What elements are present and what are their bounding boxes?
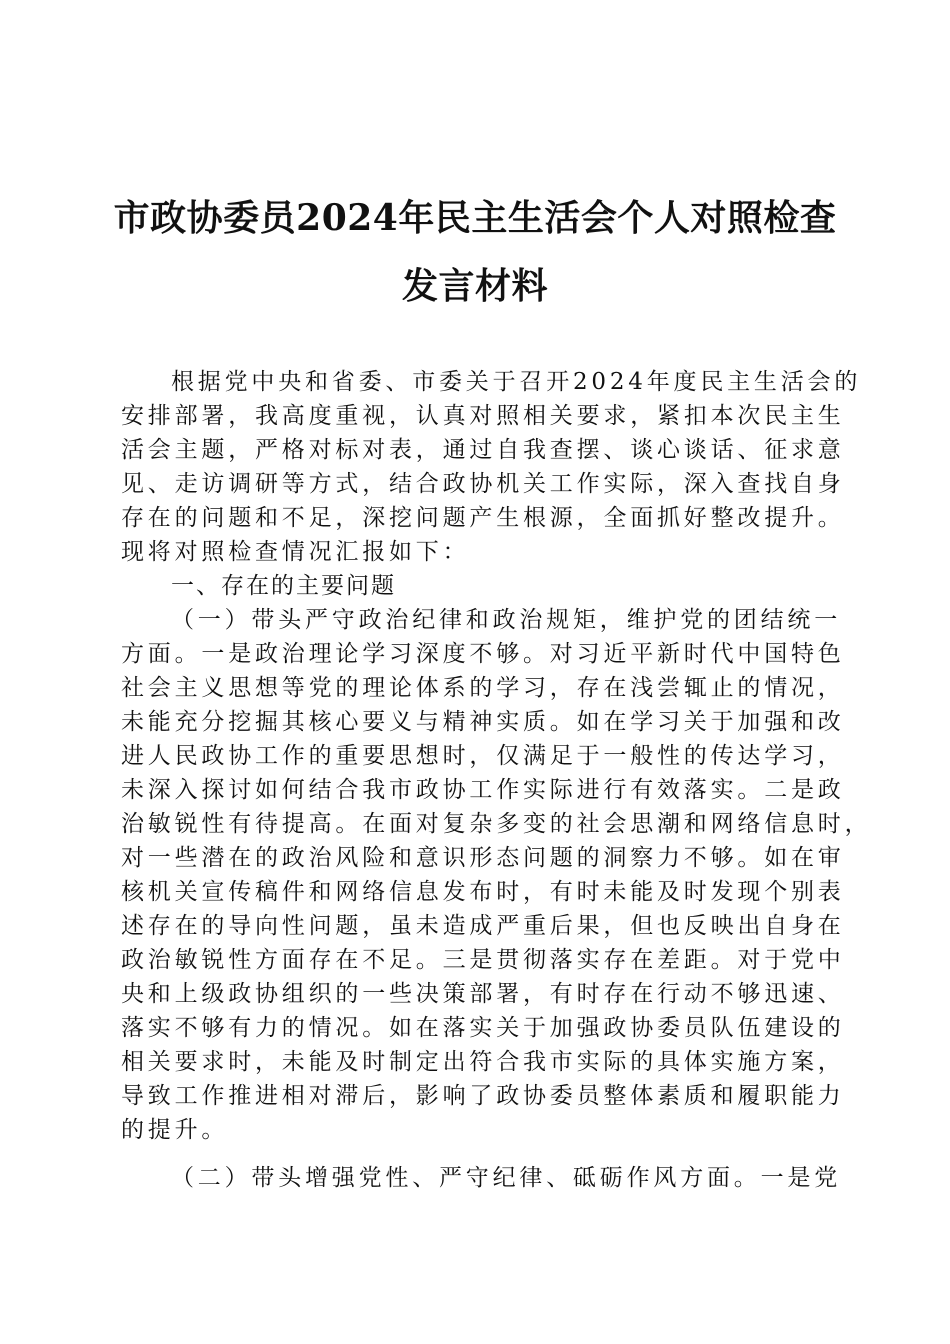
text-line: 社会主义思想等党的理论体系的学习，存在浅尝辄止的情况， xyxy=(121,675,845,701)
text-line: 核机关宣传稿件和网络信息发布时，有时未能及时发现个别表 xyxy=(121,879,845,905)
intro-paragraph xyxy=(121,365,862,569)
text-line: 述存在的导向性问题，虽未造成严重后果，但也反映出自身在 xyxy=(121,913,845,939)
text-line: 存在的问题和不足，深挖问题产生根源，全面抓好整改提升。 xyxy=(121,505,845,531)
problem-paragraph-1 xyxy=(121,603,872,1147)
text-line: 现将对照检查情况汇报如下： xyxy=(121,539,470,565)
text-line: 相关要求时，未能及时制定出符合我市实际的具体实施方案， xyxy=(121,1049,845,1075)
text-line: 对一些潜在的政治风险和意识形态问题的洞察力不够。如在审 xyxy=(121,845,845,871)
text-line: 见、走访调研等方式，结合政协机关工作实际，深入查找自身 xyxy=(121,471,845,497)
text-line: 根据党中央和省委、市委关于召开2024年度民主生活会的 xyxy=(171,369,862,395)
text-line: （二）带头增强党性、严守纪律、砥砺作风方面。一是党 xyxy=(171,1165,841,1191)
text-line: 治敏锐性有待提高。在面对复杂多变的社会思潮和网络信息时， xyxy=(121,811,872,837)
text-line: 活会主题，严格对标对表，通过自我查摆、谈心谈话、征求意 xyxy=(121,437,845,463)
text-line: 导致工作推进相对滞后，影响了政协委员整体素质和履职能力 xyxy=(121,1083,845,1109)
text-line: 进人民政协工作的重要思想时，仅满足于一般性的传达学习， xyxy=(121,743,845,769)
text-line: 安排部署，我高度重视，认真对照相关要求，紧扣本次民主生 xyxy=(121,403,845,429)
text-line: 政治敏锐性方面存在不足。三是贯彻落实存在差距。对于党中 xyxy=(121,947,845,973)
text-line: 未能充分挖掘其核心要义与精神实质。如在学习关于加强和改 xyxy=(121,709,845,735)
text-line: 的提升。 xyxy=(121,1117,229,1143)
problem-paragraph-2 xyxy=(121,1161,841,1195)
text-line: 央和上级政协组织的一些决策部署，有时存在行动不够迅速、 xyxy=(121,981,845,1007)
text-line: （一）带头严守政治纪律和政治规矩，维护党的团结统一 xyxy=(171,607,841,633)
document-title-line-2: 发言材料 xyxy=(401,265,548,307)
section-heading: 一、存在的主要问题 xyxy=(171,573,396,599)
text-line: 方面。一是政治理论学习深度不够。对习近平新时代中国特色 xyxy=(121,641,845,667)
text-line: 落实不够有力的情况。如在落实关于加强政协委员队伍建设的 xyxy=(121,1015,845,1041)
document-title-line-1: 市政协委员2024年民主生活会个人对照检查 xyxy=(113,197,837,239)
text-line: 未深入探讨如何结合我市政协工作实际进行有效落实。二是政 xyxy=(121,777,845,803)
